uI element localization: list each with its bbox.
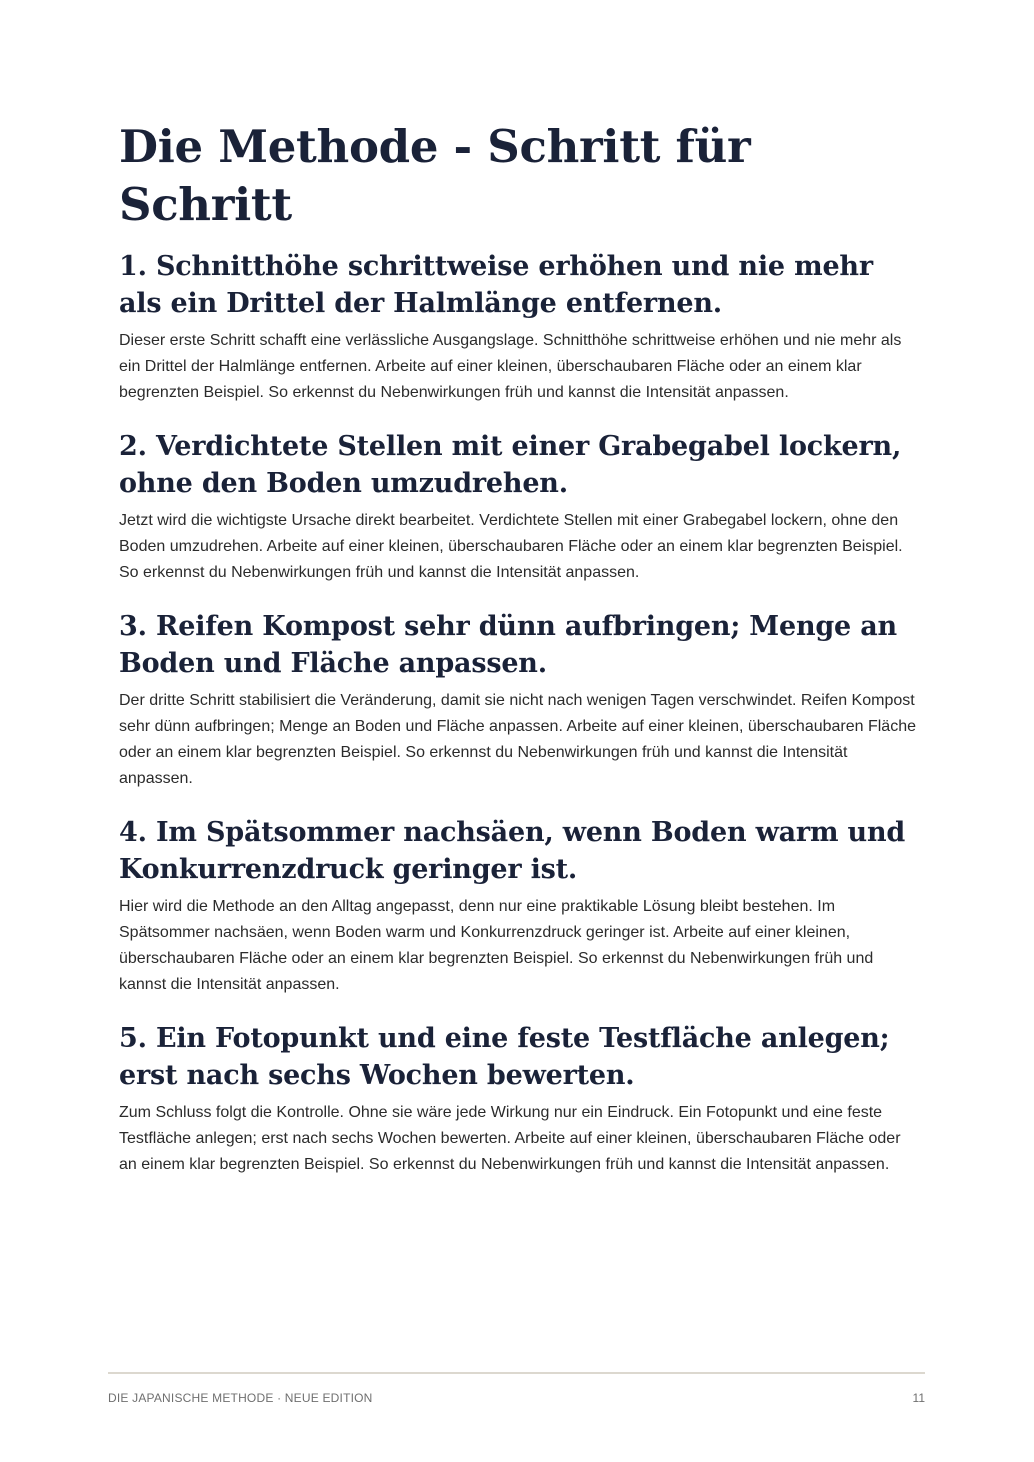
step-3: [119, 608, 919, 792]
page-content: [119, 118, 919, 1200]
page-number: 11: [912, 1391, 925, 1405]
step-heading: 1. Schnitthöhe schrittweise erhöhen und nie mehr als ein Drittel der Halmlänge entfernen.: [119, 251, 873, 319]
step-heading: 2. Verdichtete Stellen mit einer Grabegabel lockern, ohne den Boden umzudrehen.: [119, 431, 902, 499]
step-text: Jetzt wird die wichtigste Ursache direkt bearbeitet. Verdichtete Stellen mit einer Grabegabel lockern, ohne den Boden umzudrehen. Arbeite auf einer kleinen, überschaubaren Fläche oder an einem klar begrenzten Beispiel. So erkennst du Nebenwirkungen früh und kannst die Intensität anpassen.: [119, 512, 903, 581]
step-4: [119, 814, 919, 998]
step-heading: 5. Ein Fotopunkt und eine feste Testfläche anlegen; erst nach sechs Wochen bewerten.: [119, 1023, 890, 1091]
step-text: Hier wird die Methode an den Alltag angepasst, denn nur eine praktikable Lösung bleibt bestehen. Im Spätsommer nachsäen, wenn Boden warm und Konkurrenzdruck geringer ist. Arbeite auf einer kleinen, überschaubaren Fläche oder an einem klar begrenzten Beispiel. So erkennst du Nebenwirkungen früh und kannst die Intensität anpassen.: [119, 898, 874, 993]
step-1: [119, 248, 919, 406]
step-text: Der dritte Schritt stabilisiert die Veränderung, damit sie nicht nach wenigen Tagen verschwindet. Reifen Kompost sehr dünn aufbringen; Menge an Boden und Fläche anpassen. Arbeite auf einer kleinen, überschaubaren Fläche oder an einem klar begrenzten Beispiel. So erkennst du Nebenwirkungen früh und kannst die Intensität anpassen.: [119, 692, 916, 787]
step-text: Dieser erste Schritt schafft eine verlässliche Ausgangslage. Schnitthöhe schrittweise erhöhen und nie mehr als ein Drittel der Halmlänge entfernen. Arbeite auf einer kleinen, überschaubaren Fläche oder an einem klar begrenzten Beispiel. So erkennst du Nebenwirkungen früh und kannst die Intensität anpassen.: [119, 332, 902, 401]
step-text: Zum Schluss folgt die Kontrolle. Ohne sie wäre jede Wirkung nur ein Eindruck. Ein Fotopunkt und eine feste Testfläche anlegen; erst nach sechs Wochen bewerten. Arbeite auf einer kleinen, überschaubaren Fläche oder an einem klar begrenzten Beispiel. So erkennst du Nebenwirkungen früh und kannst die Intensität anpassen.: [119, 1104, 901, 1173]
step-heading: 4. Im Spätsommer nachsäen, wenn Boden warm und Konkurrenzdruck geringer ist.: [119, 817, 906, 885]
running-title: DIE JAPANISCHE METHODE · NEUE EDITION: [108, 1391, 373, 1405]
step-5: [119, 1020, 919, 1178]
step-2: [119, 428, 919, 586]
step-heading: 3. Reifen Kompost sehr dünn aufbringen; Menge an Boden und Fläche anpassen.: [119, 611, 897, 679]
page-title: Die Methode - Schritt für Schritt: [119, 120, 751, 231]
page-footer: [108, 1372, 925, 1405]
